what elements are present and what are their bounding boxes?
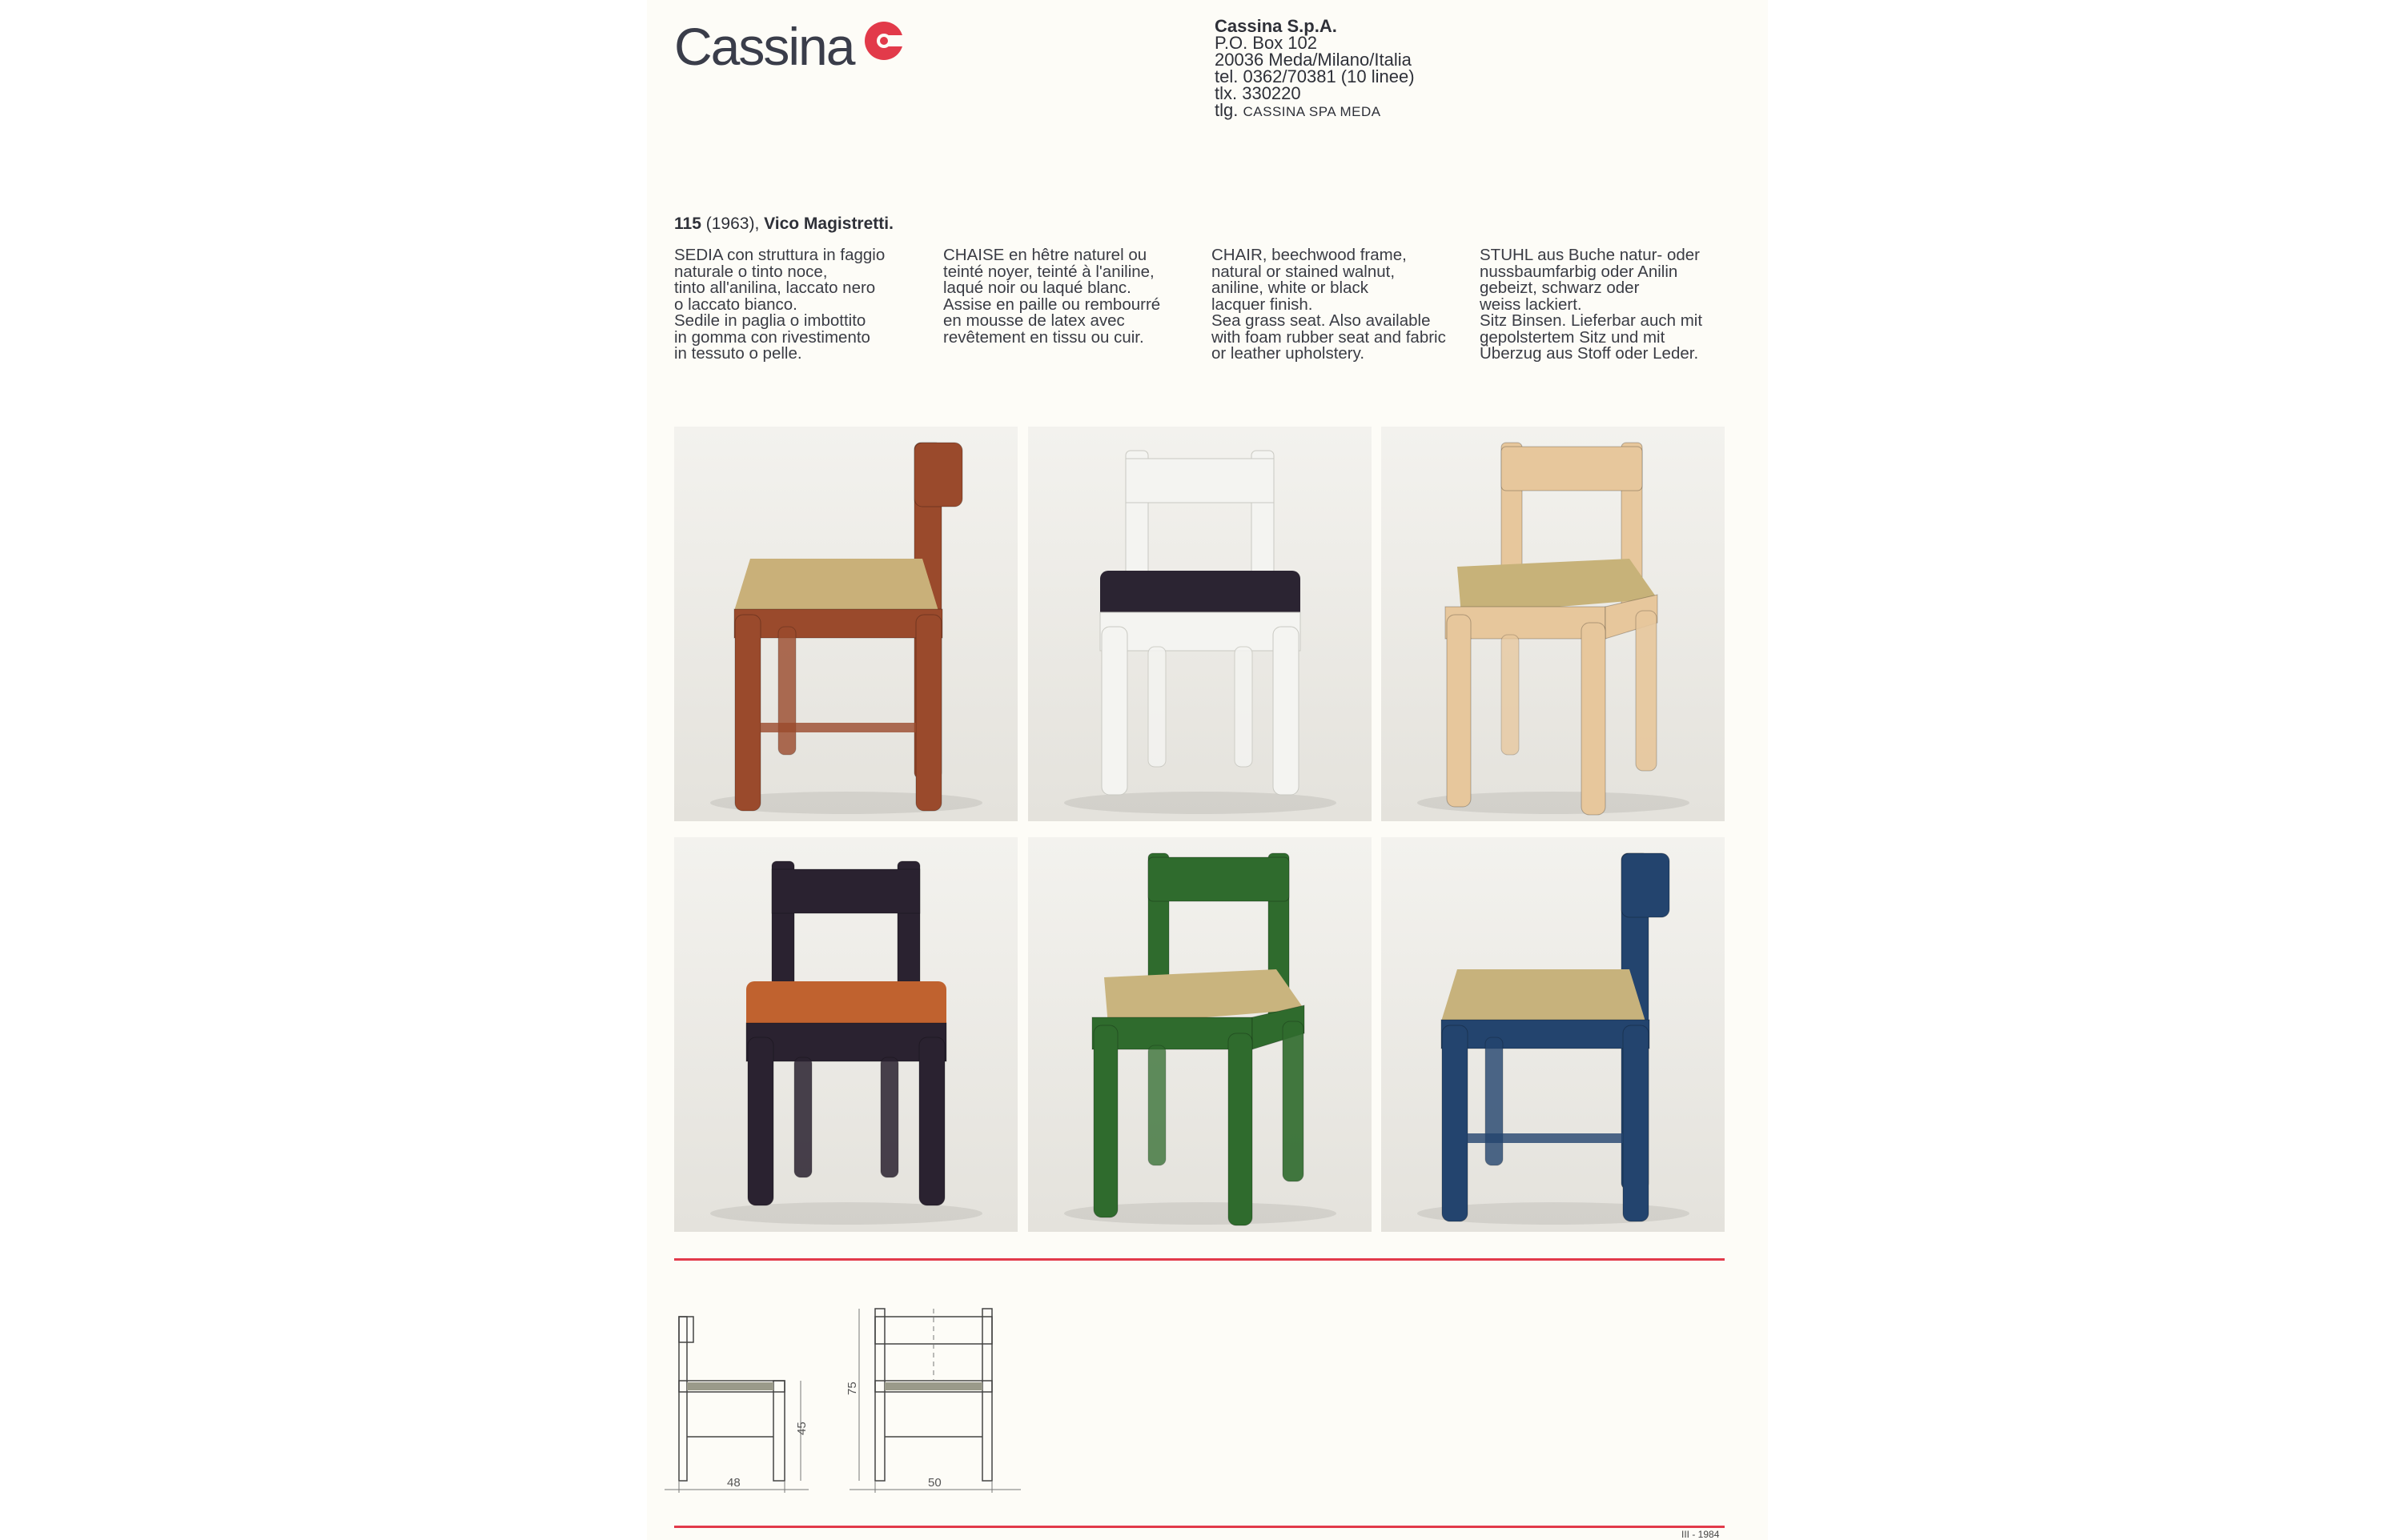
divider-rule bbox=[674, 1258, 1725, 1261]
telegram-address: CASSINA SPA MEDA bbox=[1243, 104, 1381, 119]
model-number: 115 bbox=[674, 215, 701, 233]
chair-photo-natural bbox=[1381, 427, 1725, 821]
divider-rule bbox=[674, 1526, 1725, 1528]
address-line: tlx. 330220 bbox=[1215, 83, 1301, 103]
dimension-total-height: 75 bbox=[846, 1382, 859, 1395]
brand-name: Cassina bbox=[674, 17, 854, 76]
description-german: STUHL aus Buche natur- oder nussbaumfarbig oder Anilin gebeizt, schwarz oder weiss lackiert. Sitz Binsen. Lieferbar auch mit gepolstertem Sitz und mit Überzug aus Stoff oder Leder. bbox=[1480, 246, 1703, 363]
address-line: tel. 0362/70381 (10 linee) bbox=[1215, 66, 1415, 86]
model-year: (1963), bbox=[705, 215, 760, 233]
description-italian: SEDIA con struttura in faggio naturale o tinto noce, tinto all'anilina, laccato nero o laccato bianco. Sedile in paglia o imbottito in gomma con rivestimento in tessuto o pelle. bbox=[674, 246, 886, 363]
cassina-logo-icon bbox=[864, 21, 904, 61]
model-designer: Vico Magistretti. bbox=[764, 215, 894, 233]
chair-photo-blue bbox=[1381, 837, 1725, 1232]
model-title bbox=[674, 215, 894, 234]
chair-photo-black bbox=[674, 837, 1018, 1232]
dimension-width-front: 50 bbox=[928, 1476, 942, 1490]
company-address bbox=[1215, 18, 1415, 120]
address-line: P.O. Box 102 bbox=[1215, 33, 1318, 53]
address-line: 20036 Meda/Milano/Italia bbox=[1215, 50, 1412, 70]
telegram-prefix: tlg. bbox=[1215, 100, 1239, 120]
dimension-seat-height: 45 bbox=[795, 1422, 809, 1435]
chair-photo-walnut bbox=[674, 427, 1018, 821]
company-name: Cassina S.p.A. bbox=[1215, 16, 1337, 36]
chair-photo-green bbox=[1028, 837, 1372, 1232]
side-view-drawing bbox=[657, 1301, 817, 1501]
description-english: CHAIR, beechwood frame, natural or stained walnut, aniline, white or black lacquer finish. Sea grass seat. Also available with foam rubber seat and fabric or leather upholstery. bbox=[1211, 246, 1446, 363]
front-view-drawing bbox=[845, 1301, 1037, 1501]
footer-edition: III - 1984 bbox=[1681, 1529, 1720, 1540]
description-french: CHAISE en hêtre naturel ou teinté noyer, teinté à l'aniline, laqué noir ou laqué blanc. Assise en paille ou rembourré en mousse de latex avec revêtement en tissu ou cuir. bbox=[943, 246, 1161, 347]
dimension-width-side: 48 bbox=[727, 1476, 741, 1490]
chair-photo-white bbox=[1028, 427, 1372, 821]
